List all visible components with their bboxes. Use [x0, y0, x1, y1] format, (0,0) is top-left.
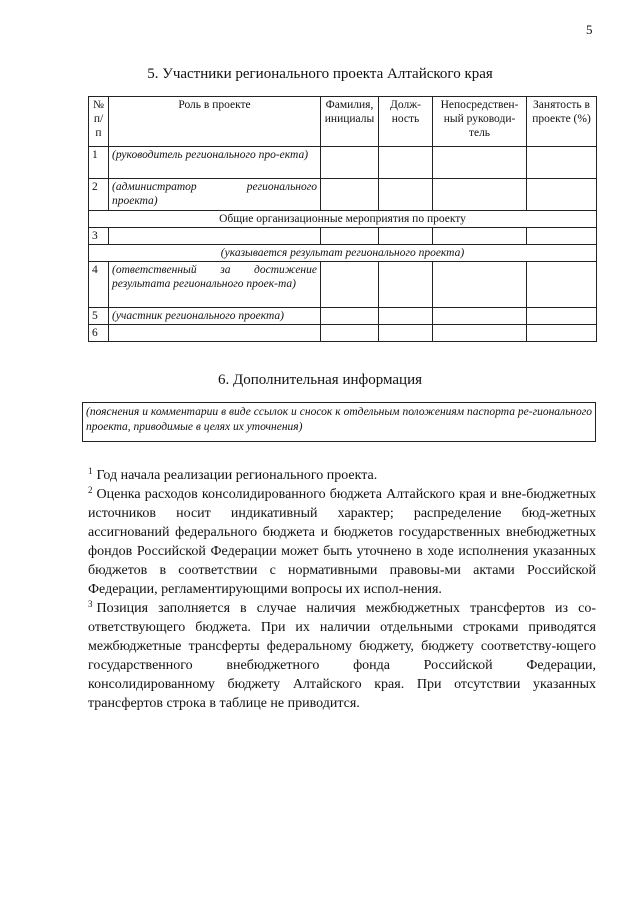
- section-6-title: 6. Дополнительная информация: [217, 372, 423, 388]
- cell-empty: [527, 147, 597, 179]
- cell-empty: [433, 325, 527, 342]
- cell-empty: [527, 325, 597, 342]
- footnote-text: Позиция заполняется в случае наличия межбюджетных трансфертов из со-ответствующего бюджета. При их наличии отдельными строками приводятся межбюджетные трансферты федеральному бюджету, бюджету соответству-ющего государственного внебюджетного фонда Российской Федерации, консолидированному бюджету Алтайского края. При отсутствии указанных трансфертов строка в таблице не приводится.: [88, 601, 596, 711]
- row-num: 3: [89, 228, 109, 245]
- cell-empty: [321, 325, 379, 342]
- cell-empty: [321, 147, 379, 179]
- cell-empty: [321, 308, 379, 325]
- cell-empty: [527, 262, 597, 308]
- cell-empty: [321, 179, 379, 211]
- participants-table: [88, 96, 597, 342]
- table-row: [89, 228, 597, 245]
- cell-empty: [379, 228, 433, 245]
- table-row: [89, 147, 597, 179]
- header-position: Долж-ность: [379, 97, 433, 147]
- cell-empty: [527, 228, 597, 245]
- cell-empty: [321, 262, 379, 308]
- row-role: (участник регионального проекта): [109, 308, 321, 325]
- header-num: № п/п: [89, 97, 109, 147]
- footnote: [88, 599, 596, 713]
- general-activities-label: Общие организационные мероприятия по проекту: [89, 211, 597, 228]
- additional-info-box: (пояснения и комментарии в виде ссылок и сносок к отдельным положениям паспорта ре-гионального проекта, приводимые в целях их уточнения): [82, 402, 596, 442]
- row-num: 2: [89, 179, 109, 211]
- row-num: 6: [89, 325, 109, 342]
- table-row: [89, 308, 597, 325]
- cell-empty: [109, 228, 321, 245]
- row-num: 1: [89, 147, 109, 179]
- table-section-row: [89, 245, 597, 262]
- cell-empty: [379, 147, 433, 179]
- table-section-row: [89, 211, 597, 228]
- cell-empty: [379, 308, 433, 325]
- cell-empty: [321, 228, 379, 245]
- cell-empty: [379, 325, 433, 342]
- header-supervisor: Непосредствен-ный руководи-тель: [433, 97, 527, 147]
- table-header-row: [89, 97, 597, 147]
- footnote-text: Год начала реализации регионального проекта.: [96, 468, 378, 483]
- table-row: [89, 262, 597, 308]
- cell-empty: [433, 179, 527, 211]
- header-name: Фамилия, инициалы: [321, 97, 379, 147]
- cell-empty: [433, 262, 527, 308]
- cell-empty: [433, 228, 527, 245]
- cell-empty: [433, 308, 527, 325]
- page-number: 5: [586, 22, 593, 37]
- row-num: 4: [89, 262, 109, 308]
- footnote-mark: 3: [88, 599, 93, 609]
- footnote: [88, 466, 596, 485]
- table-row: [89, 325, 597, 342]
- cell-empty: [379, 179, 433, 211]
- header-employment: Занятость в проекте (%): [527, 97, 597, 147]
- footnote-mark: 2: [88, 485, 93, 495]
- row-role: (руководитель регионального про-екта): [109, 147, 321, 179]
- cell-empty: [527, 308, 597, 325]
- row-num: 5: [89, 308, 109, 325]
- cell-empty: [109, 325, 321, 342]
- table-row: [89, 179, 597, 211]
- row-role: (ответственный за достижение результата регионального проек-та): [109, 262, 321, 308]
- cell-empty: [379, 262, 433, 308]
- footnote-text: Оценка расходов консолидированного бюджета Алтайского края и вне-бюджетных источников носит индикативный характер; распределение бюд-жетных ассигнований федерального бюджета и бюджетов государственных внебюджетных фондов Российской Федерации может быть уточнено в ходе исполнения указанных бюджетов в соответствии с нормативными правовы-ми актами Российской Федерации, регламентирующими вопросы их испол-нения.: [88, 487, 596, 597]
- footnote: [88, 485, 596, 599]
- footnotes: [88, 466, 596, 713]
- section-5-title: 5. Участники регионального проекта Алтайского края: [147, 66, 493, 82]
- cell-empty: [527, 179, 597, 211]
- row-role: (администратор регионального проекта): [109, 179, 321, 211]
- result-label: (указывается результат регионального проекта): [89, 245, 597, 262]
- footnote-mark: 1: [88, 466, 93, 476]
- header-role: Роль в проекте: [109, 97, 321, 147]
- cell-empty: [433, 147, 527, 179]
